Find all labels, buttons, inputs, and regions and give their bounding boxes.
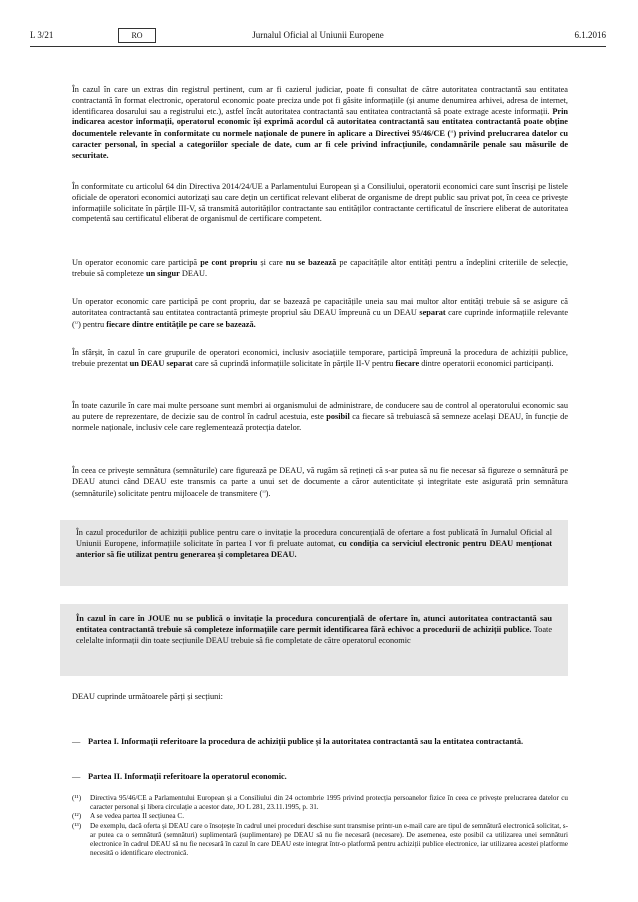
publication-date: 6.1.2016 [574,30,606,40]
footnote-text: A se vedea partea II secțiunea C. [90,812,184,821]
footnote-mark: (¹²) [72,812,82,821]
language-badge: RO [118,28,156,43]
footnote-11 [72,794,568,812]
footnote-mark: (¹¹) [72,794,82,802]
text-run-bold: posibil [326,411,350,421]
footnote-12 [72,812,568,821]
page-reference: L 3/21 [30,30,54,40]
footnote-mark: (¹³) [72,821,82,830]
section-item-label: Partea II. Informații referitoare la operatorul economic. [88,772,287,781]
paragraph-official-lists: În conformitate cu articolul 64 din Directiva 2014/24/UE a Parlamentului European și a Consiliului, operatorii economici care sunt înscriși pe listele oficiale de operatori economici autorizați sau care dețin un certificat relevant eliberat de organisme de drept public sau privat pot, în ceea ce privește informațiile solicitate în părțile III-V, să transmită autorităților contractante sau entităților contractante certificatul de înscriere eliberat de autoritatea competentă sau certificatul eliberat de organismul de certificare competent. [72,182,568,224]
text-run: Toate celelalte informații din toate secțiunile DEAU trebuie să fie completate de către operatorul economic [76,624,552,645]
text-run-bold: ) privind prelucrarea datelor cu caracter personal, în special a categoriilor speciale de date, cum ar fi cele privind infracțiunile, condamnările penale sau măsurile de securitate. [72,129,568,160]
footnote-13 [72,822,568,859]
text-run-bold: În cazul în care în JOUE nu se publică o invitație la procedura concurențială de ofertare în, atunci autoritatea contractantă sau entitatea contractantă trebuie să completeze informațiile care permit identificarea fără echivoc a procedurii de achiziții publice. [76,614,552,634]
text-run: dintre operatorii economici participanți. [419,358,554,368]
dash-marker: — [72,772,81,781]
page-header [30,28,606,44]
sections-intro: DEAU cuprinde următoarele părți și secțiuni: [72,692,223,701]
text-run: pe capacitățile altor entități pentru a îndeplini criteriile de selecție, trebuie să completeze [72,258,568,278]
text-run: care să cuprindă informațiile solicitate în părțile II-V pentru [192,358,396,368]
section-item-part-2 [72,772,568,783]
footnote-ref[interactable]: ¹¹ [450,130,454,137]
paragraph-relies-on-others [72,297,568,330]
notice-text [60,520,568,560]
journal-title: Jurnalul Oficial al Uniunii Europene [252,30,384,40]
text-run: și care [257,258,286,267]
notice-box-not-published [60,604,568,676]
text-run: care cuprinde informațiile relevante ( [72,307,568,329]
text-run-bold: un singur [145,268,180,278]
text-run: DEAU. [179,268,208,278]
text-run: În toate cazurile în care mai multe persoane sunt membri ai organismului de administrare, de conducere sau de control al operatorului economic sau au putere de reprezentare, de decizie sau de control în cadrul acestuia, este [72,401,568,421]
header-divider [30,46,606,47]
paragraph-own-account [72,258,568,280]
text-run-bold: nu se bazează [285,258,337,267]
text-run: ). [265,488,271,498]
text-run-bold: pe cont propriu [200,258,258,267]
text-run: În cazul procedurilor de achiziții publice pentru care o invitație la procedura concurențială de ofertare a fost publicată în Jurnalul Oficial al Uniunii Europene, informațiile solicitate în partea I vor fi preluate automat, [76,528,552,548]
text-run-bold: fiecare [395,358,420,368]
text-run-bold: fiecare dintre entitățile pe care se bazează. [106,319,256,329]
paragraph-multiple-signatories [72,401,568,433]
text-run: În ceea ce privește semnătura (semnăturile) care figurează pe DEAU, vă rugăm să rețineți că s-ar putea să nu fie necesar să figureze o semnătură pe DEAU atunci când DEAU este transmis ca parte a unui set de documente a căror autenticitate și integritate este asigurată prin semnătura (semnăturile) solicitate pentru mijloacele de transmitere ( [72,466,568,498]
footnote-text: Directiva 95/46/CE a Parlamentului European și a Consiliului din 24 octombrie 1995 privind protecția persoanelor fizice în ceea ce privește prelucrarea datelor cu caracter personal și libera circulație a acestor date, JO L 281, 23.11.1995, p. 31. [90,794,568,812]
text-run: În sfârșit, în cazul în care grupurile de operatori economici, inclusiv asociațiile temporare, participă împreună la procedura de achiziții publice, trebuie prezentat [72,348,568,368]
notice-text [60,604,568,646]
footnote-ref[interactable]: ¹³ [262,489,266,496]
notice-box-published [60,520,568,586]
text-run-bold: separat [419,307,446,317]
text-run-bold: Prin indicarea acestor informații, operatorul economic își exprimă acordul că autoritatea contractantă sau entitatea contractantă poate obține documentele relevante în conformitate cu normele naționale de punere în aplicare a Directivei 95/46/CE ( [72,106,568,139]
paragraph-groups [72,348,568,370]
footnote-text: De exemplu, dacă oferta și DEAU care o însoțește în cadrul unei proceduri deschise sunt transmise printr-un e-mail care are tipul de semnătură electronică solicitat, s-ar putea ca o semnătură (semnături) suplimentară (suplimentare) pe DEAU să nu fie necesară (necesare). De asemenea, este posibil ca utilizarea unei semnături electronice în cadrul DEAU să nu fie necesară în cazul în care DEAU este integrat într-o platformă pentru achiziții publice electronice, iar utilizarea acestei platforme necesită o identificare electronică. [90,821,568,858]
paragraph-registry-extract [72,85,568,162]
footnote-ref[interactable]: ¹² [74,320,79,327]
text-run: În cazul în care un extras din registrul pertinent, cum ar fi cazierul judiciar, poate fi consultat de către autoritatea contractantă sau entitatea contractantă în format electronic, operatorul economic poate preciza unde pot fi găsite informațiile (și anume denumirea arhivei, adresa de internet, identificarea dosarului sau a registrului etc.), astfel încât autoritatea contractantă sau entitatea contractantă să poate extrage aceste informații. [72,85,568,116]
section-item-part-1 [72,737,568,748]
text-run: Un operator economic care participă pe cont propriu, dar se bazează pe capacitățile uneia sau mai multor altor entități trebuie să se asigure că autoritatea contractantă sau entitatea contractantă primește propriul său DEAU împreună cu un DEAU [72,297,568,317]
text-run: ca fiecare să trebuiască să semneze același DEAU, în funcție de normele naționale, inclusiv cele care reglementează protecția datelor. [72,411,568,432]
text-run: ) pentru [78,319,107,329]
section-item-label: Partea I. Informații referitoare la procedura de achiziții publice și la autoritatea contractantă sau la entitatea contractantă. [88,737,524,746]
text-run: Un operator economic care participă [72,258,201,267]
text-run-bold: cu condiția ca serviciul electronic pentru DEAU menționat anterior să fie utilizat pentru generarea și completarea DEAU. [76,538,553,559]
paragraph-signature [72,466,568,499]
text-run-bold: un DEAU separat [129,358,193,368]
footnotes [72,794,568,858]
dash-marker: — [72,737,81,746]
